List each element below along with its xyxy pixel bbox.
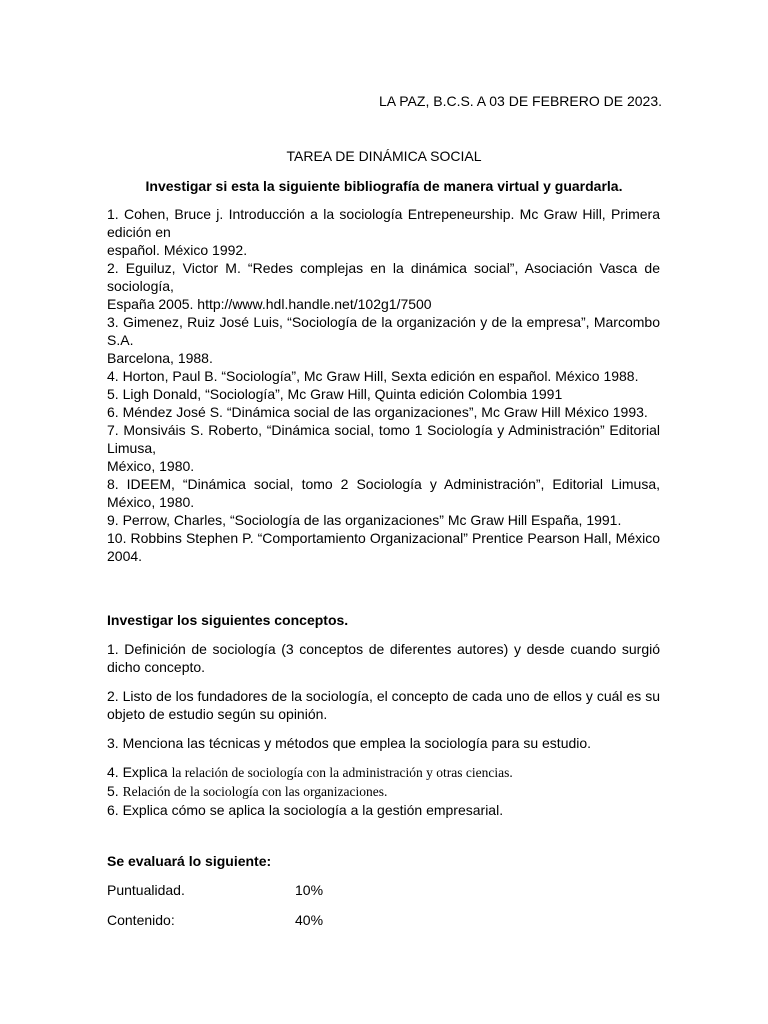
entry-text: 7. Monsiváis S. Roberto, “Dinámica social, tomo 1 Sociología y Administración” Editorial Limusa, bbox=[107, 422, 660, 456]
entry-text: 3. Gimenez, Ruiz José Luis, “Sociología de la organización y de la empresa”, Marcombo S.A. bbox=[107, 314, 660, 348]
bibliography-entry bbox=[107, 313, 660, 367]
bibliography-entry bbox=[107, 421, 660, 475]
entry-continuation: Barcelona, 1988. bbox=[107, 350, 213, 366]
bibliography-entry bbox=[107, 475, 660, 511]
concept-text: la relación de sociología con la administración y otras ciencias. bbox=[171, 765, 513, 780]
concept-prefix: 4. Explica bbox=[107, 764, 172, 780]
entry-text: 1. Cohen, Bruce j. Introducción a la sociología Entrepeneurship. Mc Graw Hill, Primera edición en bbox=[107, 206, 660, 240]
bibliography-entry bbox=[107, 403, 660, 421]
date-line: LA PAZ, B.C.S. A 03 DE FEBRERO DE 2023. bbox=[379, 93, 662, 109]
concept-item: 3. Menciona las técnicas y métodos que emplea la sociología para su estudio. bbox=[107, 735, 592, 751]
bibliography-entry bbox=[107, 529, 660, 565]
concept-item: 1. Definición de sociología (3 conceptos de diferentes autores) y desde cuando surgió dicho concepto. bbox=[107, 641, 660, 675]
entry-text: 9. Perrow, Charles, “Sociología de las organizaciones” Mc Graw Hill España, 1991. bbox=[107, 512, 622, 528]
entry-text: 8. IDEEM, “Dinámica social, tomo 2 Sociología y Administración”, Editorial Limusa, México, 1980. bbox=[107, 476, 660, 510]
entry-text: 10. Robbins Stephen P. “Comportamiento Organizacional” Prentice Pearson Hall, México 2004. bbox=[107, 530, 660, 564]
bibliography-entry bbox=[107, 367, 660, 385]
evaluation-row bbox=[107, 911, 660, 941]
entry-text: 2. Eguiluz, Victor M. “Redes complejas en la dinámica social”, Asociación Vasca de sociología, bbox=[107, 260, 660, 294]
concepts-heading: Investigar los siguientes conceptos. bbox=[107, 612, 349, 628]
evaluation-table bbox=[107, 881, 660, 941]
bibliography-list bbox=[107, 205, 660, 565]
concept-item: 6. Explica cómo se aplica la sociología a la gestión empresarial. bbox=[107, 802, 504, 818]
bibliography-instruction: Investigar si esta la siguiente bibliografía de manera virtual y guardarla. bbox=[145, 178, 623, 194]
concepts-list bbox=[107, 640, 660, 819]
bibliography-entry bbox=[107, 385, 660, 403]
evaluation-value: 40% bbox=[295, 912, 324, 928]
entry-text: 6. Méndez José S. “Dinámica social de las organizaciones”, Mc Graw Hill México 1993. bbox=[107, 404, 648, 420]
concept-item bbox=[107, 782, 660, 801]
document-title: TAREA DE DINÁMICA SOCIAL bbox=[286, 148, 482, 164]
evaluation-value: 10% bbox=[295, 882, 324, 898]
entry-continuation: México, 1980. bbox=[107, 458, 195, 474]
entry-text: 4. Horton, Paul B. “Sociología”, Mc Graw Hill, Sexta edición en español. México 1988. bbox=[107, 368, 639, 384]
evaluation-row bbox=[107, 881, 660, 911]
evaluation-heading: Se evaluará lo siguiente: bbox=[107, 853, 272, 869]
bibliography-entry bbox=[107, 205, 660, 259]
bibliography-entry bbox=[107, 511, 660, 529]
entry-continuation: España 2005. http://www.hdl.handle.net/102g1/7500 bbox=[107, 296, 432, 312]
concept-text: Relación de la sociología con las organizaciones. bbox=[122, 784, 388, 799]
evaluation-label: Puntualidad. bbox=[107, 882, 185, 898]
entry-continuation: español. México 1992. bbox=[107, 242, 248, 258]
concept-prefix: 5. bbox=[107, 783, 123, 799]
evaluation-label: Contenido: bbox=[107, 912, 175, 928]
concept-item bbox=[107, 763, 660, 782]
entry-text: 5. Ligh Donald, “Sociología”, Mc Graw Hill, Quinta edición Colombia 1991 bbox=[107, 386, 563, 402]
concept-item: 2. Listo de los fundadores de la sociología, el concepto de cada uno de ellos y cuál es su objeto de estudio según su opinión. bbox=[107, 688, 660, 722]
bibliography-entry bbox=[107, 259, 660, 313]
